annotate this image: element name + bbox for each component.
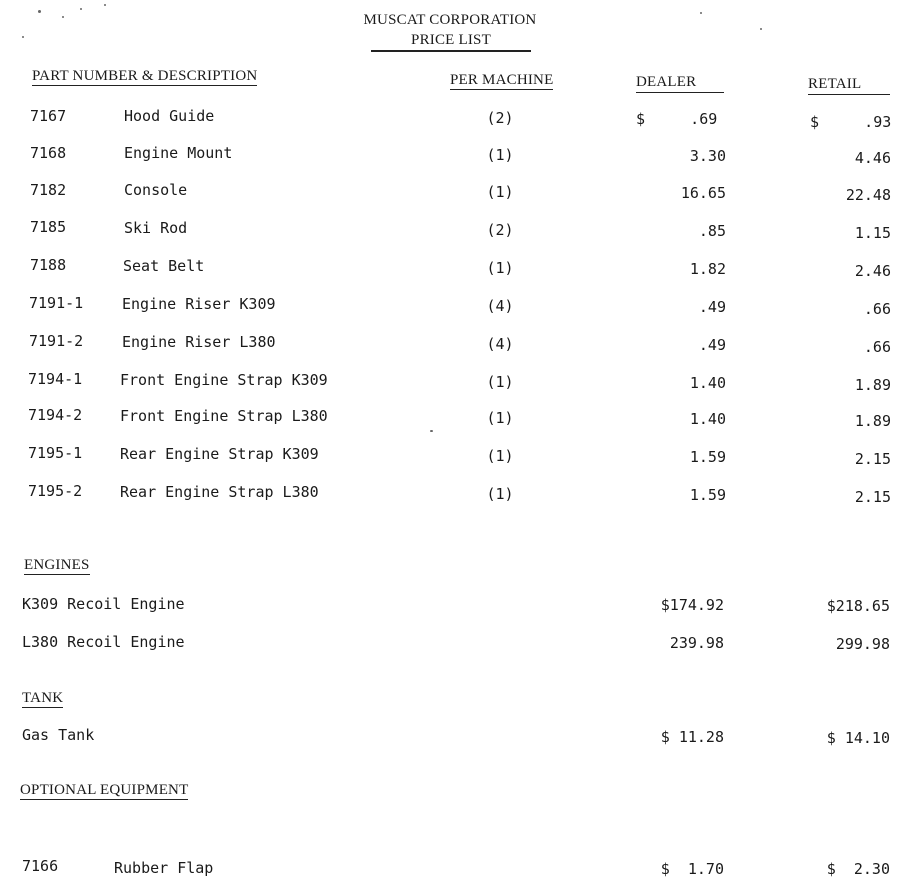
part-per-machine: (1) — [486, 183, 514, 201]
part-retail-price: .66 — [863, 300, 891, 318]
scan-speck — [700, 12, 702, 14]
part-retail-price: $ .93 — [810, 113, 892, 131]
section-heading-optional — [20, 782, 188, 799]
optional-dealer-price: $ 1.70 — [660, 860, 724, 878]
section-heading-tank-text: TANK — [22, 690, 64, 706]
engine-dealer-price: 239.98 — [669, 634, 724, 652]
part-dealer-price: 1.40 — [689, 410, 726, 428]
part-retail-price: 1.15 — [854, 224, 891, 242]
document-subtitle-text: PRICE LIST — [371, 32, 531, 52]
scan-speck — [80, 8, 82, 10]
part-retail-price: 2.15 — [854, 488, 891, 506]
optional-part-number: 7166 — [22, 857, 59, 875]
part-description: Engine Riser L380 — [122, 333, 276, 351]
part-per-machine: (4) — [486, 335, 514, 353]
part-retail-price: 4.46 — [854, 149, 891, 167]
column-header-retail-text: RETAIL — [808, 76, 890, 95]
part-description: Hood Guide — [124, 107, 215, 125]
part-per-machine: (1) — [486, 259, 514, 277]
part-description: Ski Rod — [124, 219, 188, 237]
scan-speck — [62, 16, 64, 18]
column-header-per-machine-text: PER MACHINE — [450, 72, 554, 88]
part-number: 7168 — [30, 144, 67, 162]
part-dealer-price: 16.65 — [680, 184, 726, 202]
optional-retail-price: $ 2.30 — [826, 860, 890, 878]
document-title: MUSCAT CORPORATION — [363, 12, 537, 28]
scan-speck — [22, 36, 24, 38]
part-per-machine: (1) — [486, 409, 514, 427]
part-number: 7185 — [30, 218, 67, 236]
part-description: Rear Engine Strap K309 — [120, 445, 319, 463]
part-description: Engine Riser K309 — [122, 295, 276, 313]
part-retail-price: 2.46 — [854, 262, 891, 280]
column-header-dealer-text: DEALER — [636, 74, 724, 93]
tank-dealer-price: $ 11.28 — [660, 728, 724, 746]
part-dealer-price: .85 — [698, 222, 726, 240]
tank-description: Gas Tank — [22, 726, 95, 744]
part-retail-price: 1.89 — [854, 412, 891, 430]
section-heading-engines-text: ENGINES — [24, 557, 90, 573]
part-retail-price: .66 — [863, 338, 891, 356]
scan-speck — [760, 28, 762, 30]
column-header-retail — [808, 76, 890, 95]
engine-dealer-price: $174.92 — [660, 596, 724, 614]
column-header-part — [32, 68, 257, 85]
part-per-machine: (1) — [486, 447, 514, 465]
section-heading-tank — [22, 690, 63, 707]
part-dealer-price: 1.82 — [689, 260, 726, 278]
part-per-machine: (2) — [486, 221, 514, 239]
section-heading-engines — [24, 557, 90, 574]
scan-speck — [430, 430, 433, 432]
part-retail-price: 22.48 — [845, 186, 891, 204]
part-number: 7188 — [30, 256, 67, 274]
part-number: 7167 — [30, 107, 67, 125]
part-number: 7194-2 — [28, 406, 83, 424]
part-description: Front Engine Strap L380 — [120, 407, 328, 425]
part-retail-price: 2.15 — [854, 450, 891, 468]
engine-retail-price: 299.98 — [835, 635, 890, 653]
part-number: 7191-2 — [29, 332, 84, 350]
part-description: Seat Belt — [123, 257, 205, 275]
column-header-part-text: PART NUMBER & DESCRIPTION — [32, 68, 258, 84]
part-dealer-price: 1.59 — [689, 486, 726, 504]
part-per-machine: (2) — [486, 109, 514, 127]
engine-description: K309 Recoil Engine — [22, 595, 185, 613]
part-per-machine: (4) — [486, 297, 514, 315]
part-dealer-price: 1.40 — [689, 374, 726, 392]
tank-retail-price: $ 14.10 — [826, 729, 890, 747]
part-description: Console — [124, 181, 188, 199]
part-description: Rear Engine Strap L380 — [120, 483, 319, 501]
part-dealer-price: 3.30 — [689, 147, 726, 165]
part-dealer-price: $ .69 — [636, 110, 718, 128]
section-heading-optional-text: OPTIONAL EQUIPMENT — [20, 782, 189, 798]
part-number: 7191-1 — [29, 294, 84, 312]
document-subtitle — [368, 32, 534, 52]
part-dealer-price: .49 — [698, 298, 726, 316]
part-number: 7195-2 — [28, 482, 83, 500]
engine-description: L380 Recoil Engine — [22, 633, 185, 651]
part-number: 7194-1 — [28, 370, 83, 388]
scan-speck — [104, 4, 106, 6]
column-header-dealer — [636, 74, 724, 93]
part-number: 7182 — [30, 181, 67, 199]
part-number: 7195-1 — [28, 444, 83, 462]
part-per-machine: (1) — [486, 146, 514, 164]
optional-part-description: Rubber Flap — [114, 859, 214, 877]
scan-speck — [38, 10, 41, 13]
column-header-per-machine — [450, 72, 553, 89]
part-dealer-price: 1.59 — [689, 448, 726, 466]
part-retail-price: 1.89 — [854, 376, 891, 394]
part-description: Front Engine Strap K309 — [120, 371, 328, 389]
engine-retail-price: $218.65 — [826, 597, 890, 615]
part-per-machine: (1) — [486, 485, 514, 503]
part-per-machine: (1) — [486, 373, 514, 391]
part-description: Engine Mount — [124, 144, 233, 162]
part-dealer-price: .49 — [698, 336, 726, 354]
